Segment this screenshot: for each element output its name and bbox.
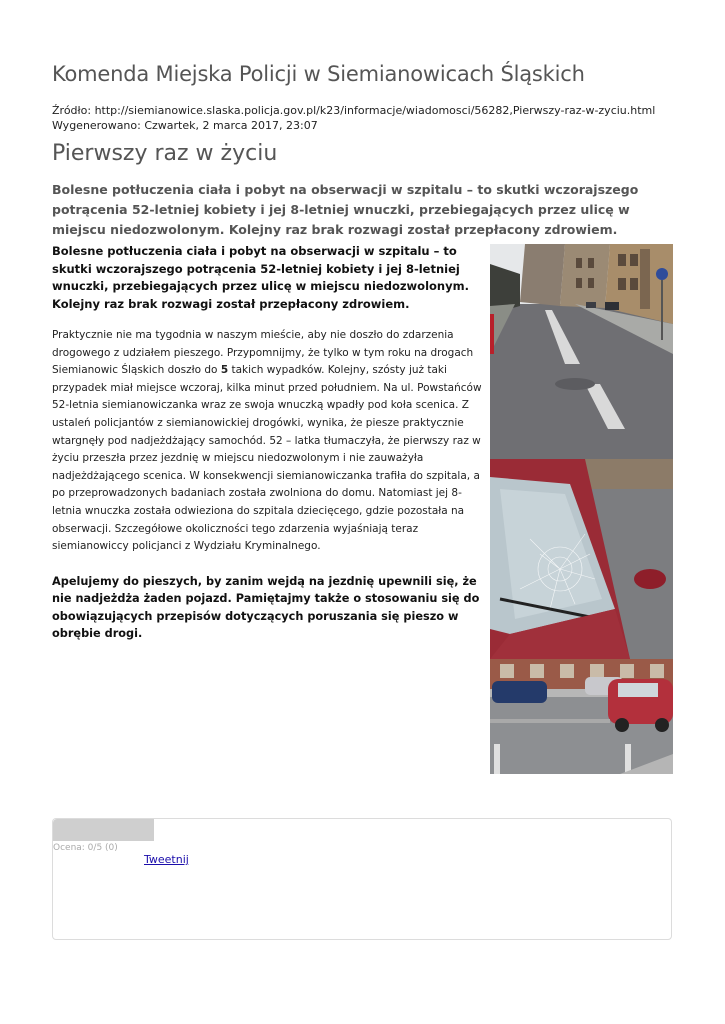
paragraph-text-start: Praktycznie nie ma tygodnia w naszym mieście, aby nie doszło do zdarzenia drogowego z udziałem pieszego. Przypomnijmy, że tylko w tym roku na drogach Siemianowic Śląskich doszło do — [52, 329, 474, 377]
site-title: Komenda Miejska Policji w Siemianowicach Śląskich — [52, 62, 585, 86]
street-cars-photo[interactable] — [490, 659, 673, 774]
rating-label: Ocena: 0/5 (0) — [53, 843, 118, 853]
car-windshield-photo[interactable] — [490, 459, 673, 659]
article-lead: Bolesne potłuczenia ciała i pobyt na obserwacji w szpitalu – to skutki wczorajszego potrącenia 52-letniej kobiety i jej 8-letniej wnuczki, przebiegających przez ulicę w miejscu niedozwolonym. Kolejny raz brak rozwagi został przepłacony zdrowiem. — [52, 182, 639, 237]
article-body — [52, 243, 488, 643]
article-appeal: Apelujemy do pieszych, by zanim wejdą na jezdnię upewnili się, że nie nadjeżdża żaden pojazd. Pamiętajmy także o stosowaniu się do obowiązujących przepisów dotyczących poruszania się pieszo w obrębie drogi. — [52, 574, 480, 641]
article-intro: Bolesne potłuczenia ciała i pobyt na obserwacji w szpitalu – to skutki wczorajszego potrącenia 52-letniej kobiety i jej 8-letniej wnuczki, przebiegających przez ulicę w miejscu niedozwolonym. Kolejny raz brak rozwagi został przepłacony zdrowiem. — [52, 244, 469, 311]
street-photo[interactable] — [490, 244, 673, 459]
rating-stars-bar[interactable] — [53, 819, 154, 841]
article-paragraph — [52, 327, 488, 556]
rating-panel — [52, 818, 672, 940]
page-meta — [52, 103, 655, 133]
generated-date: Wygenerowano: Czwartek, 2 marca 2017, 23:07 — [52, 119, 318, 132]
accident-count: 5 — [220, 364, 229, 377]
photo-column — [490, 244, 673, 774]
paragraph-text-end: takich wypadków. Kolejny, szósty już taki przypadek miał miejsce wczoraj, kilka minut przed południem. Na ul. Powstańców 52-letnia siemianowiczanka wraz ze swoja wnuczką wpadły pod koła scenica. Z ustaleń policjantów z siemianowickiej drogówki, wynika, że piesze praktycznie wtargnęły pod nadjeżdżający samochód. 52 – latka tłumaczyła, że pierwszy raz w życiu przeszła przez jezdnię w miejscu niedozwolonym i nie zauważyła nadjeżdżającego scenica. W konsekwencji siemianowiczanka trafiła do szpitala, a po przeprowadzonych badaniach została zwolniona do domu. Natomiast jej 8-letnia wnuczka została odwieziona do szpitala dziecięcego, gdzie pozostała na obserwacji. Szczegółowe okoliczności tego zdarzenia wyjaśniają teraz siemianowiccy policjanci z Wydziału Kryminalnego. — [52, 364, 482, 553]
article-title: Pierwszy raz w życiu — [52, 141, 278, 166]
source-url: Źródło: http://siemianowice.slaska.policja.gov.pl/k23/informacje/wiadomosci/56282,Pierwszy-raz-w-zyciu.html — [52, 104, 656, 117]
tweet-link[interactable]: Tweetnij — [144, 853, 189, 866]
